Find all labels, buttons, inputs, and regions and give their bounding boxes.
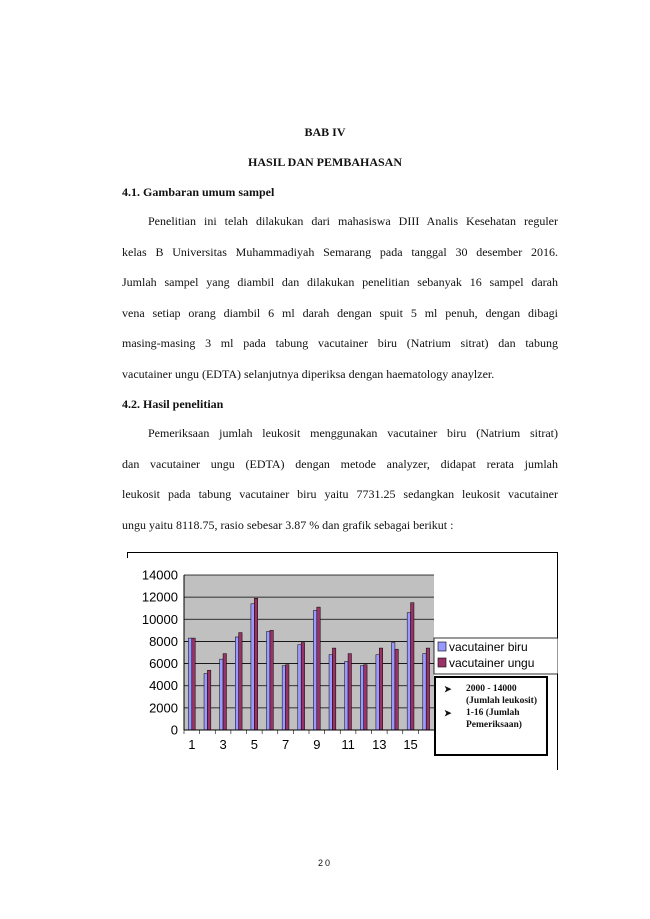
arrow-bullet-icon: ➤ — [444, 684, 452, 694]
x-tick-label: 7 — [281, 737, 290, 752]
x-tick-label: 5 — [250, 737, 258, 752]
note-item — [444, 707, 543, 731]
paragraph-line: masing-masing 3 ml pada tabung vacutainer biru (Natrium sitrat) dan tabung — [122, 336, 558, 350]
bar — [348, 654, 351, 730]
bar — [392, 643, 395, 730]
paragraph-line: Penelitian ini telah dilakukan dari mahasiswa DIII Analis Kesehatan reguler — [148, 214, 558, 228]
bar — [223, 654, 226, 730]
bar — [301, 643, 304, 730]
paragraph-line: dan vacutainer ungu (EDTA) dengan metode analyzer, didapat rerata jumlah — [122, 456, 558, 471]
paragraph-line: kelas B Universitas Muhammadiyah Semarang pada tanggal 30 desember 2016. — [122, 244, 558, 259]
note-text: 2000 - 14000 (Jumlah leukosit) — [466, 684, 537, 706]
bar — [270, 630, 273, 730]
paragraph-line: ungu yaitu 8118.75, rasio sebesar 3.87 % dan grafik sebagai berikut : — [122, 517, 454, 532]
bar — [220, 659, 223, 730]
note-item — [444, 683, 543, 707]
bar — [188, 638, 191, 730]
bar — [364, 665, 367, 730]
paragraph-line: Pemeriksaan jumlah leukosit menggunakan vacutainer biru (Natrium sitrat) — [148, 426, 558, 440]
legend-swatch — [438, 658, 446, 667]
chart-legend — [434, 638, 558, 674]
bar — [407, 613, 410, 730]
section-heading-4-2: 4.2. Hasil penelitian — [122, 397, 224, 411]
y-tick-label: 0 — [170, 722, 178, 738]
bar — [207, 670, 210, 730]
bar — [376, 655, 379, 730]
bar — [332, 648, 335, 730]
bar — [423, 654, 426, 730]
legend-label: vacutainer ungu — [449, 656, 535, 670]
y-tick-label: 14000 — [141, 567, 178, 583]
bar — [360, 666, 363, 730]
x-tick-label: 1 — [188, 737, 196, 752]
paragraph-line: vacutainer ungu (EDTA) selanjutnya diperiksa dengan haematology anaylzer. — [122, 366, 495, 381]
bar — [345, 661, 348, 730]
x-tick-label: 13 — [372, 737, 387, 752]
x-tick-label: 3 — [219, 737, 227, 752]
chapter-label: BAB IV — [304, 125, 346, 139]
bar — [317, 607, 320, 730]
leukocyte-bar-chart — [127, 552, 558, 770]
bar — [426, 648, 429, 730]
x-tick-label: 9 — [313, 737, 321, 752]
x-tick-label: 11 — [341, 737, 355, 752]
bar — [192, 638, 195, 730]
y-tick-label: 10000 — [141, 611, 178, 627]
bar — [411, 603, 414, 730]
chapter-title: HASIL DAN PEMBAHASAN — [247, 155, 403, 169]
bar — [379, 648, 382, 730]
y-tick-label: 2000 — [149, 700, 178, 716]
bar — [251, 604, 254, 730]
paragraph-line: Jumlah sampel yang diambil dan dilakukan penelitian sebanyak 16 sampel darah — [122, 275, 558, 289]
arrow-bullet-icon: ➤ — [444, 708, 452, 718]
bar — [254, 598, 257, 730]
axis-note-box — [434, 676, 548, 756]
y-tick-label: 8000 — [149, 633, 178, 649]
y-tick-label: 12000 — [141, 589, 178, 605]
paragraph-line: leukosit pada tabung vacutainer biru yaitu 7731.25 sedangkan leukosit vacutainer — [122, 487, 558, 501]
paragraph-line: vena setiap orang diambil 6 ml darah dengan spuit 5 ml penuh, dengan dibagi — [122, 305, 558, 320]
y-tick-label: 6000 — [149, 656, 178, 672]
note-text: 1-16 (Jumlah Pemeriksaan) — [466, 708, 522, 730]
bar — [395, 649, 398, 730]
section-paragraph-4-2 — [122, 418, 558, 540]
bar — [298, 645, 301, 730]
section-paragraph-4-1 — [122, 206, 558, 389]
y-tick-label: 4000 — [149, 678, 178, 694]
x-tick-label: 15 — [403, 737, 418, 752]
bar — [235, 637, 238, 730]
bar — [313, 610, 316, 730]
bar — [282, 666, 285, 730]
bar — [239, 633, 242, 730]
page-number: 20 — [317, 858, 332, 868]
bar — [329, 655, 332, 730]
section-heading-4-1: 4.1. Gambaran umum sampel — [122, 185, 275, 199]
bar — [286, 665, 289, 730]
legend-label: vacutainer biru — [449, 640, 528, 654]
bar — [267, 631, 270, 730]
bar — [204, 674, 207, 730]
legend-swatch — [438, 642, 446, 651]
